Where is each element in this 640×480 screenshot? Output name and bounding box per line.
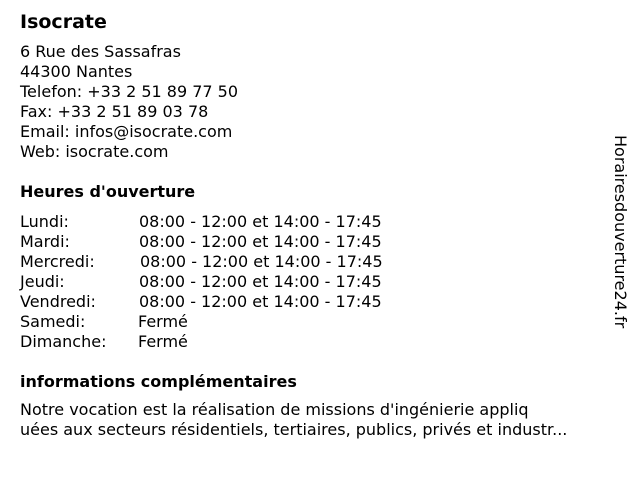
- day-label: Mardi:: [20, 232, 70, 251]
- day-label: Lundi:: [20, 212, 69, 231]
- day-hours: 08:00 - 12:00 et 14:00 - 17:45: [140, 252, 383, 271]
- day-label: Jeudi:: [20, 272, 65, 291]
- hours-row-monday: [20, 212, 620, 232]
- fax: Fax: +33 2 51 89 03 78: [20, 102, 209, 121]
- hours-row-wednesday: [20, 252, 620, 272]
- day-label: Mercredi:: [20, 252, 95, 271]
- hours-heading: Heures d'ouverture: [20, 182, 196, 201]
- day-hours: 08:00 - 12:00 et 14:00 - 17:45: [139, 212, 382, 231]
- info-heading: informations complémentaires: [20, 372, 297, 391]
- hours-table: [20, 212, 620, 352]
- day-label: Vendredi:: [20, 292, 96, 311]
- address-street: 6 Rue des Sassafras: [20, 42, 181, 61]
- watermark-text: Horairesdouverture24.fr: [611, 135, 630, 329]
- hours-row-tuesday: [20, 232, 620, 252]
- hours-row-sunday: [20, 332, 620, 352]
- day-hours: Fermé: [138, 332, 188, 351]
- day-hours: 08:00 - 12:00 et 14:00 - 17:45: [139, 292, 382, 311]
- day-hours: 08:00 - 12:00 et 14:00 - 17:45: [139, 232, 382, 251]
- website: Web: isocrate.com: [20, 142, 169, 161]
- info-line-2: uées aux secteurs résidentiels, tertiaires, publics, privés et industr...: [20, 420, 568, 439]
- address-city: 44300 Nantes: [20, 62, 133, 81]
- day-hours: Fermé: [138, 312, 188, 331]
- info-line-1: Notre vocation est la réalisation de missions d'ingénierie appliq: [20, 400, 529, 419]
- info-description: [20, 400, 620, 440]
- day-label: Samedi:: [20, 312, 86, 331]
- hours-row-thursday: [20, 272, 620, 292]
- company-name: Isocrate: [20, 11, 107, 33]
- watermark-vertical: [612, 135, 632, 345]
- hours-row-saturday: [20, 312, 620, 332]
- day-label: Dimanche:: [20, 332, 107, 351]
- hours-row-friday: [20, 292, 620, 312]
- email: Email: infos@isocrate.com: [20, 122, 233, 141]
- business-card: [20, 11, 620, 440]
- phone: Telefon: +33 2 51 89 77 50: [20, 82, 239, 101]
- day-hours: 08:00 - 12:00 et 14:00 - 17:45: [139, 272, 382, 291]
